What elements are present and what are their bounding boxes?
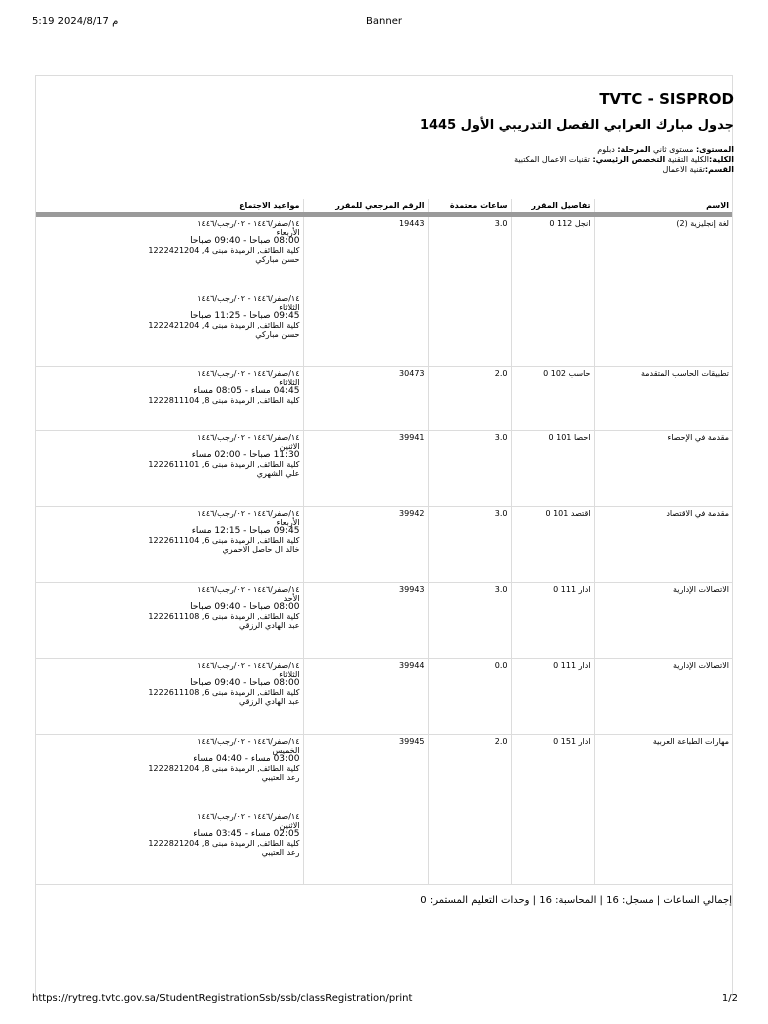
print-datetime: 5:19 2024/8/17 م <box>32 16 119 27</box>
table-row <box>36 735 732 885</box>
col-header-name: الاسم <box>594 199 732 215</box>
meeting-instructor: عبد الهادي الرزقي <box>238 697 300 706</box>
meeting-dates: ١٤/صفر/١٤٤٦ - ٠٢/رجب/١٤٤٦ <box>197 812 300 821</box>
meeting-times <box>36 367 303 431</box>
meeting-day: الاثنين <box>279 442 300 451</box>
credit-hours: 2.0 <box>428 367 511 431</box>
table-row <box>36 507 732 583</box>
meeting-times <box>36 215 303 367</box>
course-name: الاتصالات الإدارية <box>594 583 732 659</box>
print-page-title: Banner <box>366 16 402 27</box>
meeting-dates: ١٤/صفر/١٤٤٦ - ٠٢/رجب/١٤٤٦ <box>197 661 300 670</box>
course-details: ادار 111 0 <box>511 659 594 735</box>
table-header-row <box>36 199 732 215</box>
meeting-place: كلية الطائف, الرميدة مبنى 4, 1222421204 <box>148 246 300 255</box>
department-line <box>663 165 735 174</box>
course-details: اقتصد 101 0 <box>511 507 594 583</box>
major-label: التخصص الرئيسي: <box>592 155 666 164</box>
meeting-place: كلية الطائف, الرميدة مبنى 4, 1222421204 <box>148 321 300 330</box>
table-row <box>36 431 732 507</box>
schedule-table <box>36 199 732 885</box>
course-crn: 39943 <box>303 583 428 659</box>
meeting-block <box>39 219 300 264</box>
course-crn: 39941 <box>303 431 428 507</box>
meeting-dates: ١٤/صفر/١٤٤٦ - ٠٢/رجب/١٤٤٦ <box>197 219 300 228</box>
stage-value: دبلوم <box>597 145 615 154</box>
meeting-instructor: عبد الهادي الرزقي <box>238 621 300 630</box>
course-details: ادار 151 0 <box>511 735 594 885</box>
meeting-day: الثلاثاء <box>279 378 300 387</box>
credit-hours: 3.0 <box>428 583 511 659</box>
col-header-meetings: مواعيد الاجتماع <box>36 199 303 215</box>
credit-hours: 2.0 <box>428 735 511 885</box>
col-header-details: تفاصيل المقرر <box>511 199 594 215</box>
meeting-time: 09:45 صباحا - 12:15 مساء <box>191 526 300 536</box>
department-value: تقنية الاعمال <box>662 165 705 174</box>
course-crn: 19443 <box>303 215 428 367</box>
meeting-day: الخميس <box>272 746 300 755</box>
meeting-day: الأربعاء <box>276 518 300 527</box>
print-footer <box>0 993 768 1007</box>
table-body <box>36 215 732 885</box>
meeting-times <box>36 431 303 507</box>
meeting-time: 09:45 صباحا - 11:25 صباحا <box>190 311 300 321</box>
meeting-block <box>39 661 300 706</box>
meeting-instructor: حسن مباركي <box>255 330 300 339</box>
table-row <box>36 367 732 431</box>
course-name: مقدمة في الإحصاء <box>594 431 732 507</box>
meeting-place: كلية الطائف, الرميدة مبنى 6, 1222611108 <box>148 688 300 697</box>
course-crn: 39942 <box>303 507 428 583</box>
department-label: القسم: <box>704 165 734 174</box>
brand-title: TVTC - SISPROD <box>599 90 734 108</box>
course-details: ادار 111 0 <box>511 583 594 659</box>
meeting-dates: ١٤/صفر/١٤٤٦ - ٠٢/رجب/١٤٤٦ <box>197 433 300 442</box>
level-label: المستوى: <box>695 145 734 154</box>
meeting-dates: ١٤/صفر/١٤٤٦ - ٠٢/رجب/١٤٤٦ <box>197 737 300 746</box>
meeting-block <box>39 369 300 405</box>
table-row <box>36 583 732 659</box>
print-page-number: 1/2 <box>721 993 738 1004</box>
college-line <box>514 155 734 164</box>
meeting-instructor: علي الشهري <box>256 469 300 478</box>
course-crn: 39945 <box>303 735 428 885</box>
meeting-day: الأحد <box>283 594 300 603</box>
meeting-dates: ١٤/صفر/١٤٤٦ - ٠٢/رجب/١٤٤٦ <box>197 585 300 594</box>
meeting-block <box>39 509 300 554</box>
meeting-times <box>36 507 303 583</box>
meeting-instructor: رعد العتيبي <box>261 773 300 782</box>
meeting-instructor: رعد العتيبي <box>261 848 300 857</box>
meeting-dates: ١٤/صفر/١٤٤٦ - ٠٢/رجب/١٤٤٦ <box>197 294 300 303</box>
meeting-instructor: حسن مباركي <box>255 255 300 264</box>
schedule-title: جدول مبارك العرابي الفصل التدريبي الأول 1445 <box>419 118 734 133</box>
level-line <box>597 145 734 154</box>
print-url: https://rytreg.tvtc.gov.sa/StudentRegistrationSsb/ssb/classRegistration/print <box>32 993 413 1004</box>
course-crn: 39944 <box>303 659 428 735</box>
meeting-place: كلية الطائف, الرميدة مبنى 8, 1222821204 <box>148 839 300 848</box>
col-header-hours: ساعات معتمدة <box>428 199 511 215</box>
col-header-crn: الرقم المرجعي للمقرر <box>303 199 428 215</box>
meeting-instructor: خالد ال حاصل الاحمري <box>222 545 300 554</box>
meeting-time: 04:45 مساء - 08:05 مساء <box>193 386 300 396</box>
meeting-place: كلية الطائف, الرميدة مبنى 8, 1222811104 <box>148 396 300 405</box>
meeting-place: كلية الطائف, الرميدة مبنى 6, 1222611104 <box>148 536 300 545</box>
credit-hours: 3.0 <box>428 507 511 583</box>
meeting-dates: ١٤/صفر/١٤٤٦ - ٠٢/رجب/١٤٤٦ <box>197 369 300 378</box>
college-label: الكلية: <box>709 155 734 164</box>
meeting-time: 08:00 صباحا - 09:40 صباحا <box>190 236 300 246</box>
meeting-place: كلية الطائف, الرميدة مبنى 8, 1222821204 <box>148 764 300 773</box>
credit-hours: 0.0 <box>428 659 511 735</box>
course-name: مقدمة في الاقتصاد <box>594 507 732 583</box>
course-details: حاسب 102 0 <box>511 367 594 431</box>
course-details: احصا 101 0 <box>511 431 594 507</box>
meeting-time: 08:00 صباحا - 09:40 صباحا <box>190 678 300 688</box>
meeting-times <box>36 735 303 885</box>
meeting-block <box>39 585 300 630</box>
course-name: مهارات الطباعة العربية <box>594 735 732 885</box>
meeting-time: 03:00 مساء - 04:40 مساء <box>193 754 300 764</box>
meeting-dates: ١٤/صفر/١٤٤٦ - ٠٢/رجب/١٤٤٦ <box>197 509 300 518</box>
print-header <box>0 16 768 30</box>
credit-hours: 3.0 <box>428 431 511 507</box>
meeting-block <box>39 737 300 782</box>
course-crn: 30473 <box>303 367 428 431</box>
meeting-day: الثلاثاء <box>279 303 300 312</box>
table-row <box>36 215 732 367</box>
meeting-times <box>36 583 303 659</box>
meeting-place: كلية الطائف, الرميدة مبنى 6, 1222611108 <box>148 612 300 621</box>
meeting-block <box>39 433 300 478</box>
course-name: تطبيقات الحاسب المتقدمة <box>594 367 732 431</box>
meeting-place: كلية الطائف, الرميدة مبنى 6, 1222611101 <box>148 460 300 469</box>
stage-label: المرحلة: <box>617 145 651 154</box>
major-value: تقنيات الاعمال المكتبية <box>514 155 590 164</box>
course-name: الاتصالات الإدارية <box>594 659 732 735</box>
meeting-times <box>36 659 303 735</box>
meeting-day: الثلاثاء <box>279 670 300 679</box>
meeting-time: 02:05 مساء - 03:45 مساء <box>193 829 300 839</box>
level-value: مستوى ثاني <box>653 145 694 154</box>
course-details: انجل 112 0 <box>511 215 594 367</box>
college-value: الكلية التقنية <box>667 155 710 164</box>
credit-hours: 3.0 <box>428 215 511 367</box>
meeting-block <box>39 294 300 339</box>
meeting-day: الأربعاء <box>276 228 300 237</box>
course-name: لغة إنجليزية (2) <box>594 215 732 367</box>
meeting-block <box>39 812 300 857</box>
totals-summary: إجمالي الساعات | مسجل: 16 | المحاسبة: 16 | وحدات التعليم المستمر: 0 <box>420 895 732 906</box>
meeting-time: 11:30 صباحا - 02:00 مساء <box>191 450 300 460</box>
meeting-day: الاثنين <box>279 821 300 830</box>
table-row <box>36 659 732 735</box>
meeting-time: 08:00 صباحا - 09:40 صباحا <box>190 602 300 612</box>
